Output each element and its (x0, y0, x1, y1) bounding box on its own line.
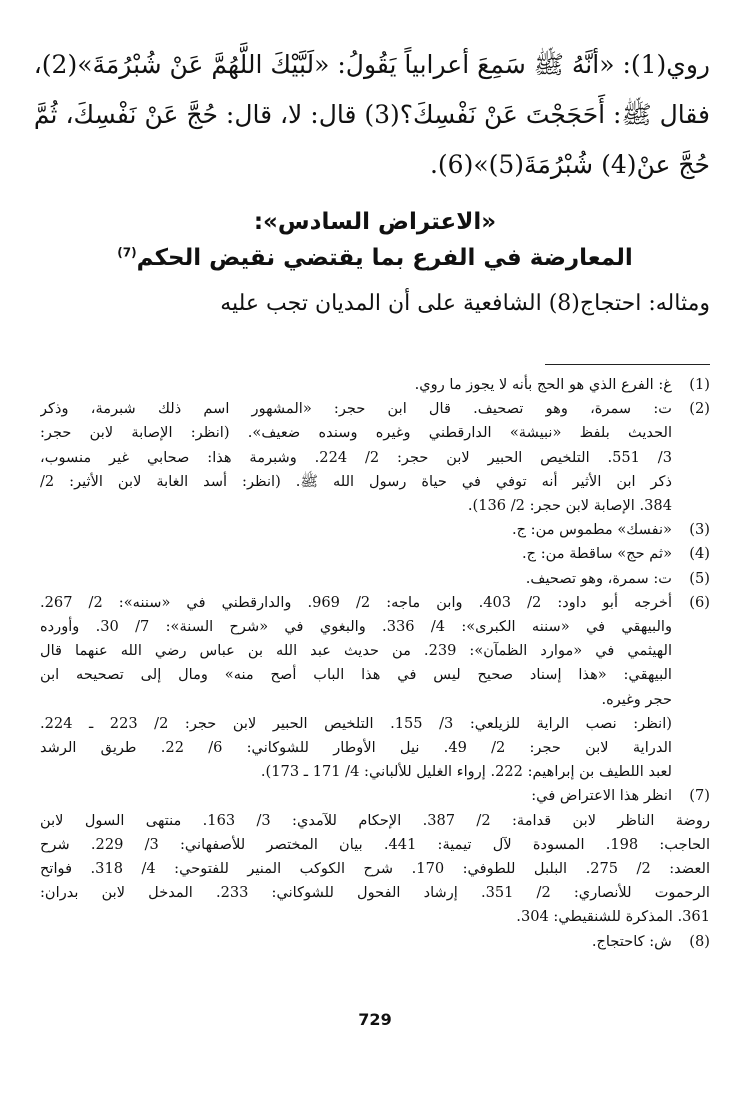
page-number: 729 (358, 1010, 392, 1029)
footnote-number: (4) (689, 545, 710, 563)
footnote-line: الحديث بلفظ «نبيشة» الدارقطني وغيره وسنده ضعيف». (انظر: الإصابة لابن حجر: (40, 424, 672, 442)
footnote-line: روضة الناظر لابن قدامة: 2/ 387. الإحكام للآمدي: 3/ 163. منتهى السول لابن (40, 811, 710, 829)
footnote-number: (6) (689, 593, 710, 611)
footnotes (40, 373, 710, 954)
section-subheading (40, 240, 710, 276)
footnote-body (40, 397, 672, 518)
main-text-line: حُجَّ عنْ(4) شُبْرُمَةَ(5)»(6). (429, 150, 710, 179)
footnote (40, 784, 710, 808)
footnote-number: (5) (689, 569, 710, 587)
subheading-footnote-ref: (7) (117, 245, 137, 260)
footnote-line: العضد: 2/ 275. البلبل للطوفي: 170. شرح الكوكب المنير للفتوحي: 4/ 318. فواتح (40, 860, 710, 878)
footnote (40, 567, 710, 591)
main-text-line: روي(1): «أنَّهُ ﷺ سَمِعَ أعرابياً يَقُولُ: «لَبَّيْكَ اللَّهُمَّ عَنْ شُبْرُمَةَ»(2)، (33, 50, 710, 79)
footnote-body (40, 591, 672, 785)
footnote-divider (545, 364, 710, 365)
subheading-text: المعارضة في الفرع بما يقتضي نقيض الحكم (136, 245, 633, 271)
footnote-line: ذكر ابن الأثير أنه توفي في حياة رسول الله ﷺ. (انظر: أسد الغابة لابن الأثير: 2/ (40, 472, 672, 490)
footnote-line: الدراية لابن حجر: 2/ 49. نيل الأوطار للشوكاني: 6/ 22. طريق الرشد (40, 739, 672, 757)
footnote-body (40, 567, 672, 591)
footnote-line: ت: سمرة، وهو تصحيف. قال ابن حجر: «المشهور اسم ذلك شبرمة، وذكر (40, 400, 672, 418)
footnote-line: والبيهقي في «سننه الكبرى»: 4/ 336. والبغوي في «شرح السنة»: 7/ 30. وأورده (40, 618, 672, 636)
footnote-line: الرحموت للأنصاري: 2/ 351. إرشاد الفحول للشوكاني: 233. المدخل لابن بدران: (40, 884, 710, 902)
footnote (40, 397, 710, 518)
footnote-line: 384. الإصابة لابن حجر: 2/ 136). (467, 497, 672, 515)
footnote-line: «ثم حج» ساقطة من: ج. (522, 545, 672, 563)
footnote (40, 373, 710, 397)
footnote-line: «نفسك» مطموس من: ج. (511, 521, 672, 539)
footnote-body (40, 809, 710, 930)
footnote-line: ش: كاحتجاج. (591, 932, 672, 950)
footnote-line: ت: سمرة، وهو تصحيف. (525, 569, 672, 587)
footnote-body (40, 542, 672, 566)
footnote-number: (7) (689, 787, 710, 805)
book-page (33, 40, 710, 1080)
footnote-body (40, 784, 672, 808)
footnote-line: لعبد اللطيف بن إبراهيم: 222. إرواء الغليل للألباني: 4/ 171 ـ 173). (260, 763, 672, 781)
footnote-line: الهيثمي في «موارد الظمآن»: 239. من حديث عبد الله بن عباس رضي الله عنهما قال (40, 642, 672, 660)
example-line: ومثاله: احتجاج(8) الشافعية على أن المديان تجب عليه (220, 291, 710, 316)
footnote-number: (3) (689, 521, 710, 539)
footnote-line: 3/ 551. التلخيص الحبير لابن حجر: 2/ 224. وشبرمة هذا: صحابي غير منسوب، (40, 448, 672, 466)
footnote-line: انظر هذا الاعتراض في: (531, 787, 672, 805)
footnote (40, 518, 710, 542)
section-heading: «الاعتراض السادس»: (253, 209, 497, 235)
footnote (40, 930, 710, 954)
footnote-number: (2) (689, 400, 710, 418)
footnote-line: الحاجب: 198. المسودة لآل تيمية: 441. بيان المختصر للأصفهاني: 3/ 229. شرح (40, 835, 710, 853)
footnote-line: 361. المذكرة للشنقيطي: 304. (516, 908, 710, 926)
footnote-number: (1) (689, 376, 710, 393)
footnote-line: البيهقي: «هذا إسناد صحيح ليس في هذا الباب أصح منه» ومال إلى تصحيحه ابن (40, 666, 672, 684)
footnote-line: أخرجه أبو داود: 2/ 403. وابن ماجه: 2/ 969. والدارقطني في «سننه»: 2/ 267. (40, 593, 672, 611)
footnote (40, 542, 710, 566)
footnote-line: غ: الفرع الذي هو الحج بأنه لا يجوز ما روي. (414, 376, 672, 393)
footnote-continuation (40, 809, 710, 930)
footnote-body (40, 373, 672, 397)
footnote-line: حجر وغيره. (601, 690, 672, 708)
footnote-body (40, 930, 672, 954)
footnote-line: (انظر: نصب الراية للزيلعي: 3/ 155. التلخيص الحبير لابن حجر: 2/ 223 ـ 224. (40, 714, 672, 732)
footnote-body (40, 518, 672, 542)
footnote-number: (8) (689, 932, 710, 950)
main-text (33, 40, 710, 190)
main-text-line: فقال ﷺ: أَحَجَجْتَ عَنْ نَفْسِكَ؟(3) قال: لا، قال: حُجَّ عَنْ نَفْسِكَ، ثُمَّ (33, 100, 710, 129)
footnote (40, 591, 710, 785)
